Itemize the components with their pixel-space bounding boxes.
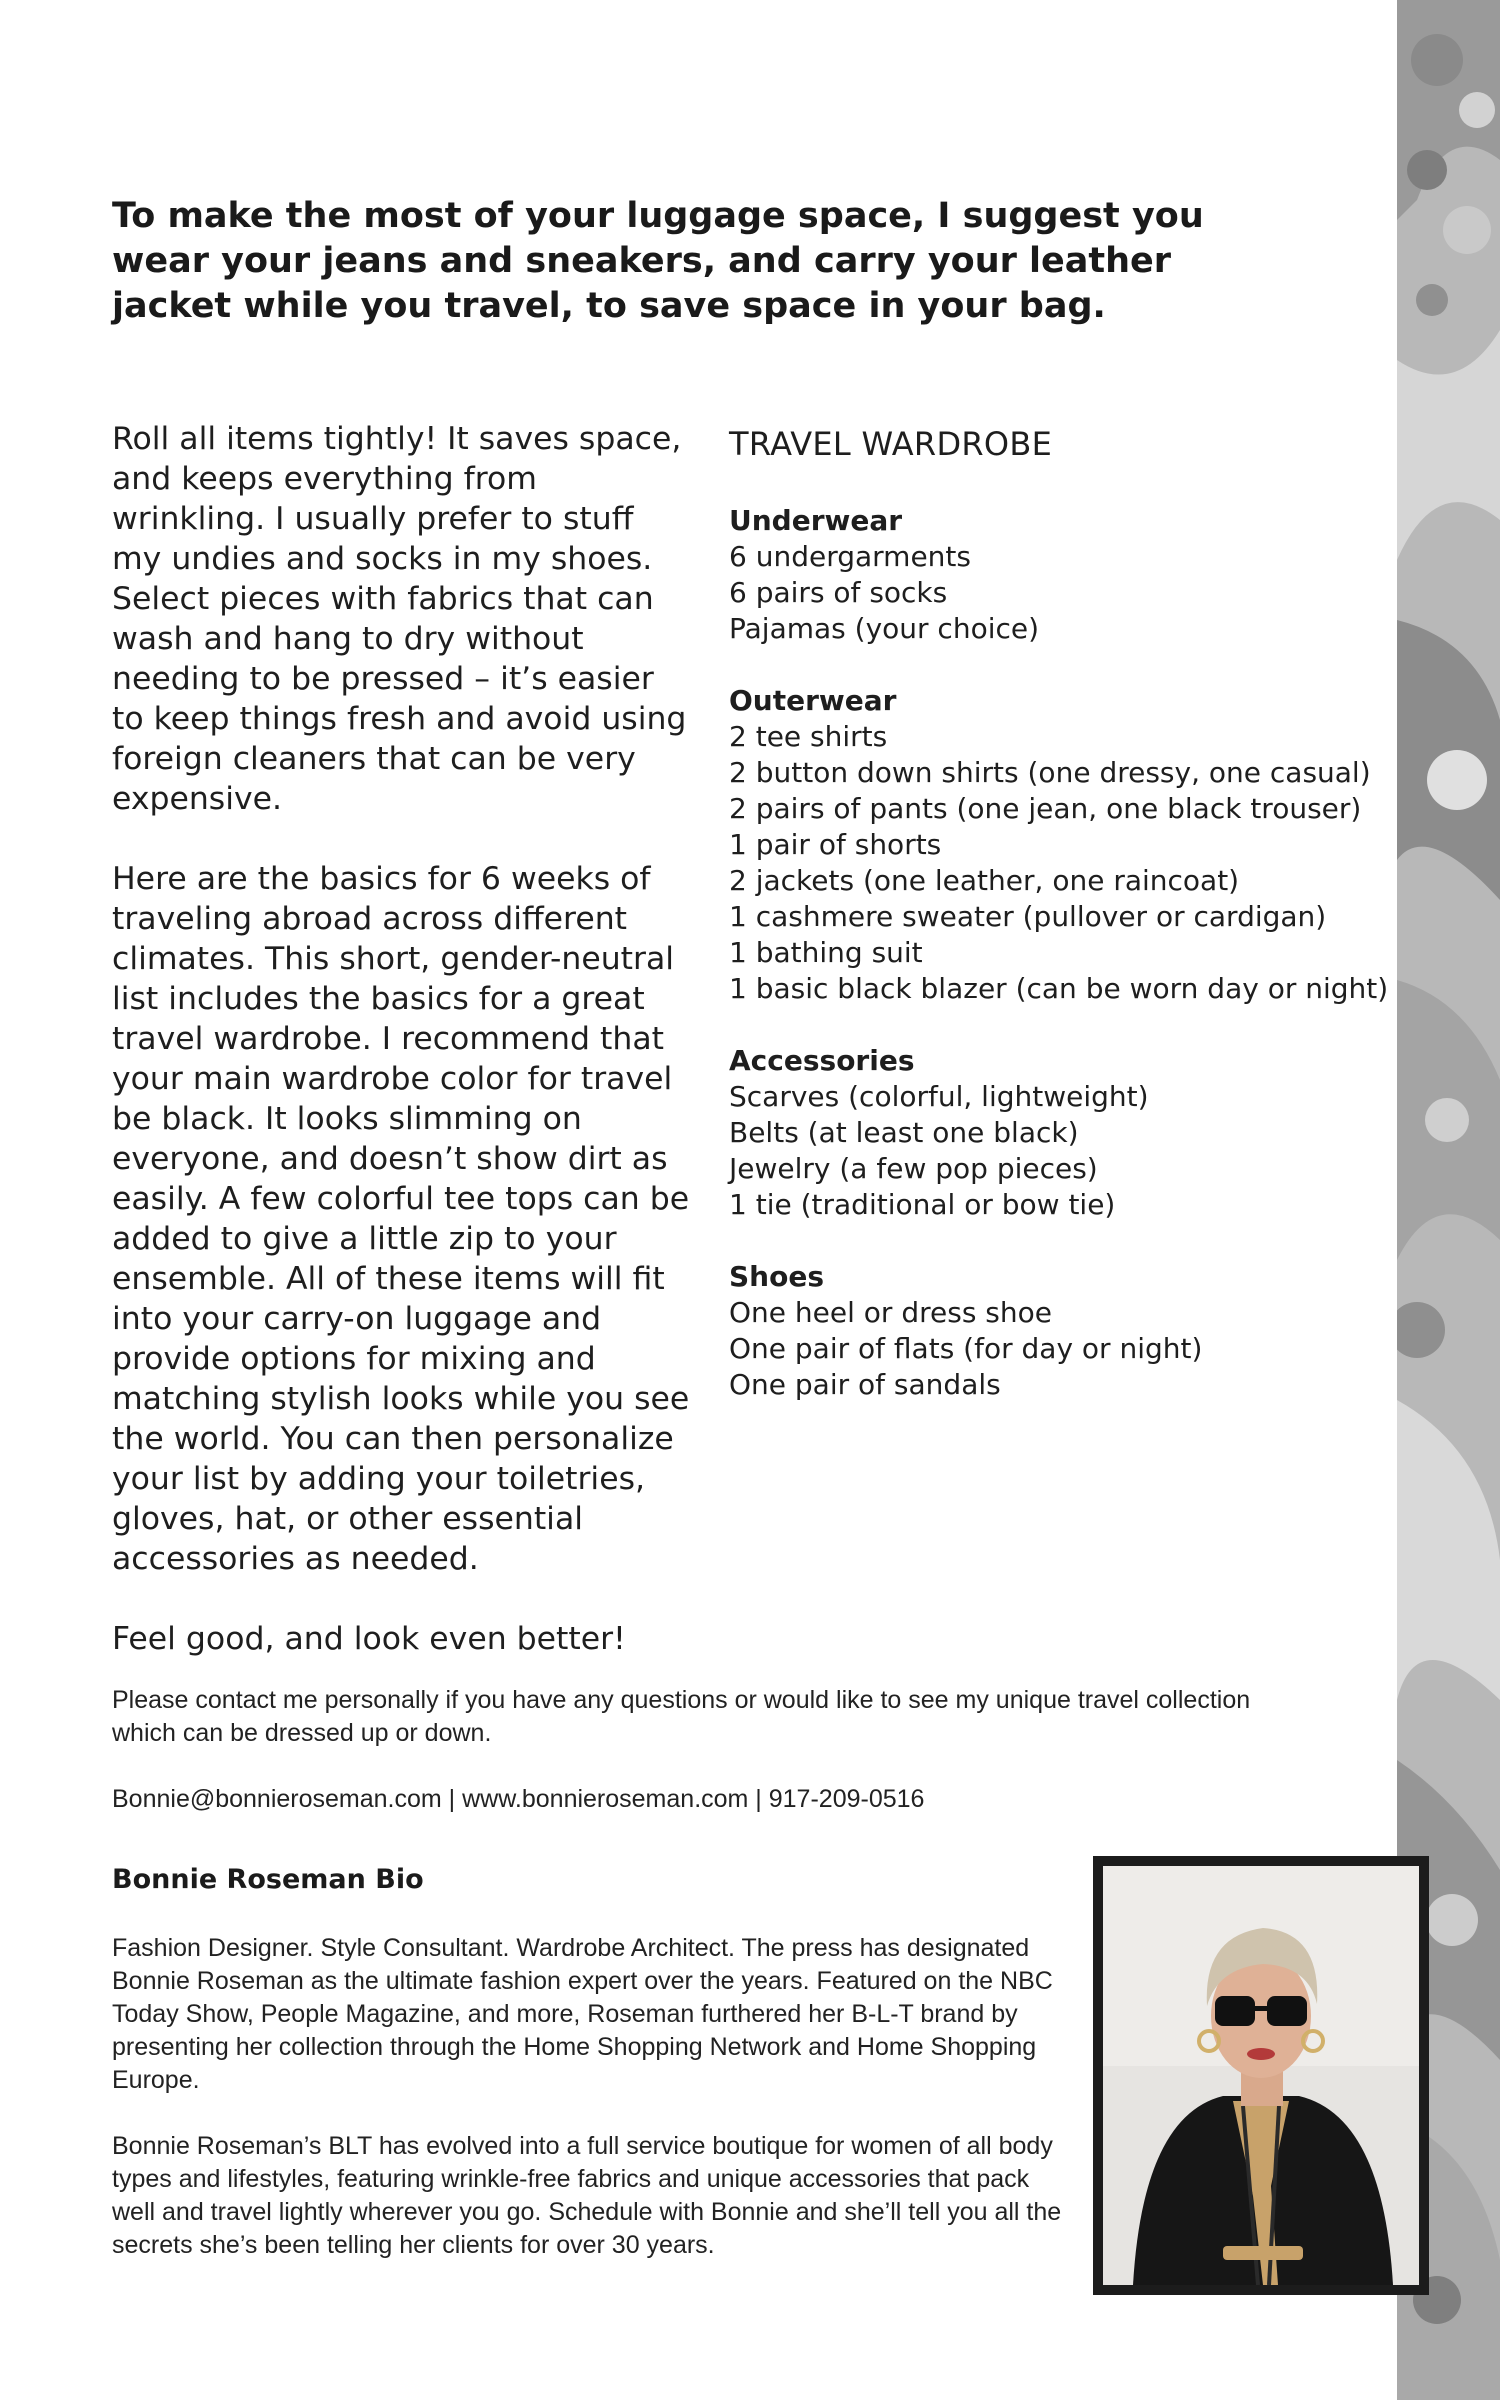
bio-photo xyxy=(1093,1856,1429,2295)
travel-wardrobe-list xyxy=(729,424,1389,1439)
contact-message: Please contact me personally if you have any questions or would like to see my unique travel collection which can be dressed up or down. xyxy=(112,1686,1251,1747)
intro-callout: To make the most of your luggage space, I suggest you wear your jeans and sneakers, and carry your leather jacket while you travel, to save space in your bag. xyxy=(112,196,1204,326)
section-accessories xyxy=(729,1043,1389,1223)
basics-paragraph: Here are the basics for 6 weeks of traveling abroad across different climates. This short, gender-neutral list includes the basics for a great travel wardrobe. I recommend that your main wardrobe color for travel be black. It looks slimming on everyone, and doesn’t show dirt as easily. A few colorful tee tops can be added to give a little zip to your ensemble. All of these items will fit into your carry-on luggage and provide options for mixing and matching stylish looks while you see the world. You can then personalize your list by adding your toiletries, gloves, hat, or other essential accessories as needed. xyxy=(112,861,690,1577)
list-item: 6 pairs of socks xyxy=(729,576,948,609)
tips-paragraph: Roll all items tightly! It saves space, and keeps everything from wrinkling. I usually prefer to stuff my undies and socks in my shoes. Select pieces with fabrics that can wash and hang to dry without needing to be pressed – it’s easier to keep things fresh and avoid using foreign cleaners that can be very expensive. xyxy=(112,421,687,817)
list-item: 1 cashmere sweater (pullover or cardigan) xyxy=(729,900,1327,933)
list-item: 1 tie (traditional or bow tie) xyxy=(729,1188,1116,1221)
list-item: Belts (at least one black) xyxy=(729,1116,1079,1149)
contact-block xyxy=(112,1684,1312,1816)
list-item: 1 bathing suit xyxy=(729,936,923,969)
list-item: 2 jackets (one leather, one raincoat) xyxy=(729,864,1240,897)
list-item: One heel or dress shoe xyxy=(729,1296,1052,1329)
wardrobe-heading: TRAVEL WARDROBE xyxy=(729,425,1053,463)
bio-text xyxy=(112,1932,1072,2295)
list-item: 2 pairs of pants (one jean, one black trouser) xyxy=(729,792,1362,825)
bio-title: Bonnie Roseman Bio xyxy=(112,1864,424,1895)
list-item: 2 button down shirts (one dressy, one casual) xyxy=(729,756,1371,789)
list-item: Pajamas (your choice) xyxy=(729,612,1040,645)
contact-links[interactable]: Bonnie@bonnieroseman.com | www.bonnieroseman.com | 917-209-0516 xyxy=(112,1785,925,1813)
list-item: 6 undergarments xyxy=(729,540,971,573)
section-underwear xyxy=(729,503,1389,647)
list-item: One pair of sandals xyxy=(729,1368,1001,1401)
item-list xyxy=(729,719,1389,1007)
list-item: Jewelry (a few pop pieces) xyxy=(729,1152,1098,1185)
section-title: Shoes xyxy=(729,1260,824,1293)
item-list xyxy=(729,1295,1389,1403)
bio-paragraph: Fashion Designer. Style Consultant. Wardrobe Architect. The press has designated Bonnie Roseman as the ultimate fashion expert over the years. Featured on the NBC Today Show, People Magazine, and more, Roseman furthered her B-L-T brand by presenting her collection through the Home Shopping Network and Home Shopping Europe. xyxy=(112,1934,1053,2094)
travel-tips-column xyxy=(112,419,692,1699)
list-item: 1 pair of shorts xyxy=(729,828,942,861)
portrait-illustration xyxy=(1103,1866,1419,2285)
section-title: Underwear xyxy=(729,504,903,537)
item-list xyxy=(729,539,1389,647)
section-title: Accessories xyxy=(729,1044,915,1077)
list-item: 2 tee shirts xyxy=(729,720,888,753)
list-item: Scarves (colorful, lightweight) xyxy=(729,1080,1149,1113)
list-item: One pair of flats (for day or night) xyxy=(729,1332,1203,1365)
list-item: 1 basic black blazer (can be worn day or night) xyxy=(729,972,1389,1005)
section-shoes xyxy=(729,1259,1389,1403)
bio-paragraph: Bonnie Roseman’s BLT has evolved into a full service boutique for women of all body types and lifestyles, featuring wrinkle-free fabrics and unique accessories that pack well and travel lightly wherever you go. Schedule with Bonnie and she’ll tell you all the secrets she’s been telling her clients for over 30 years. xyxy=(112,2132,1062,2259)
section-outerwear xyxy=(729,683,1389,1007)
closing-line: Feel good, and look even better! xyxy=(112,1621,626,1657)
section-title: Outerwear xyxy=(729,684,897,717)
item-list xyxy=(729,1079,1389,1223)
